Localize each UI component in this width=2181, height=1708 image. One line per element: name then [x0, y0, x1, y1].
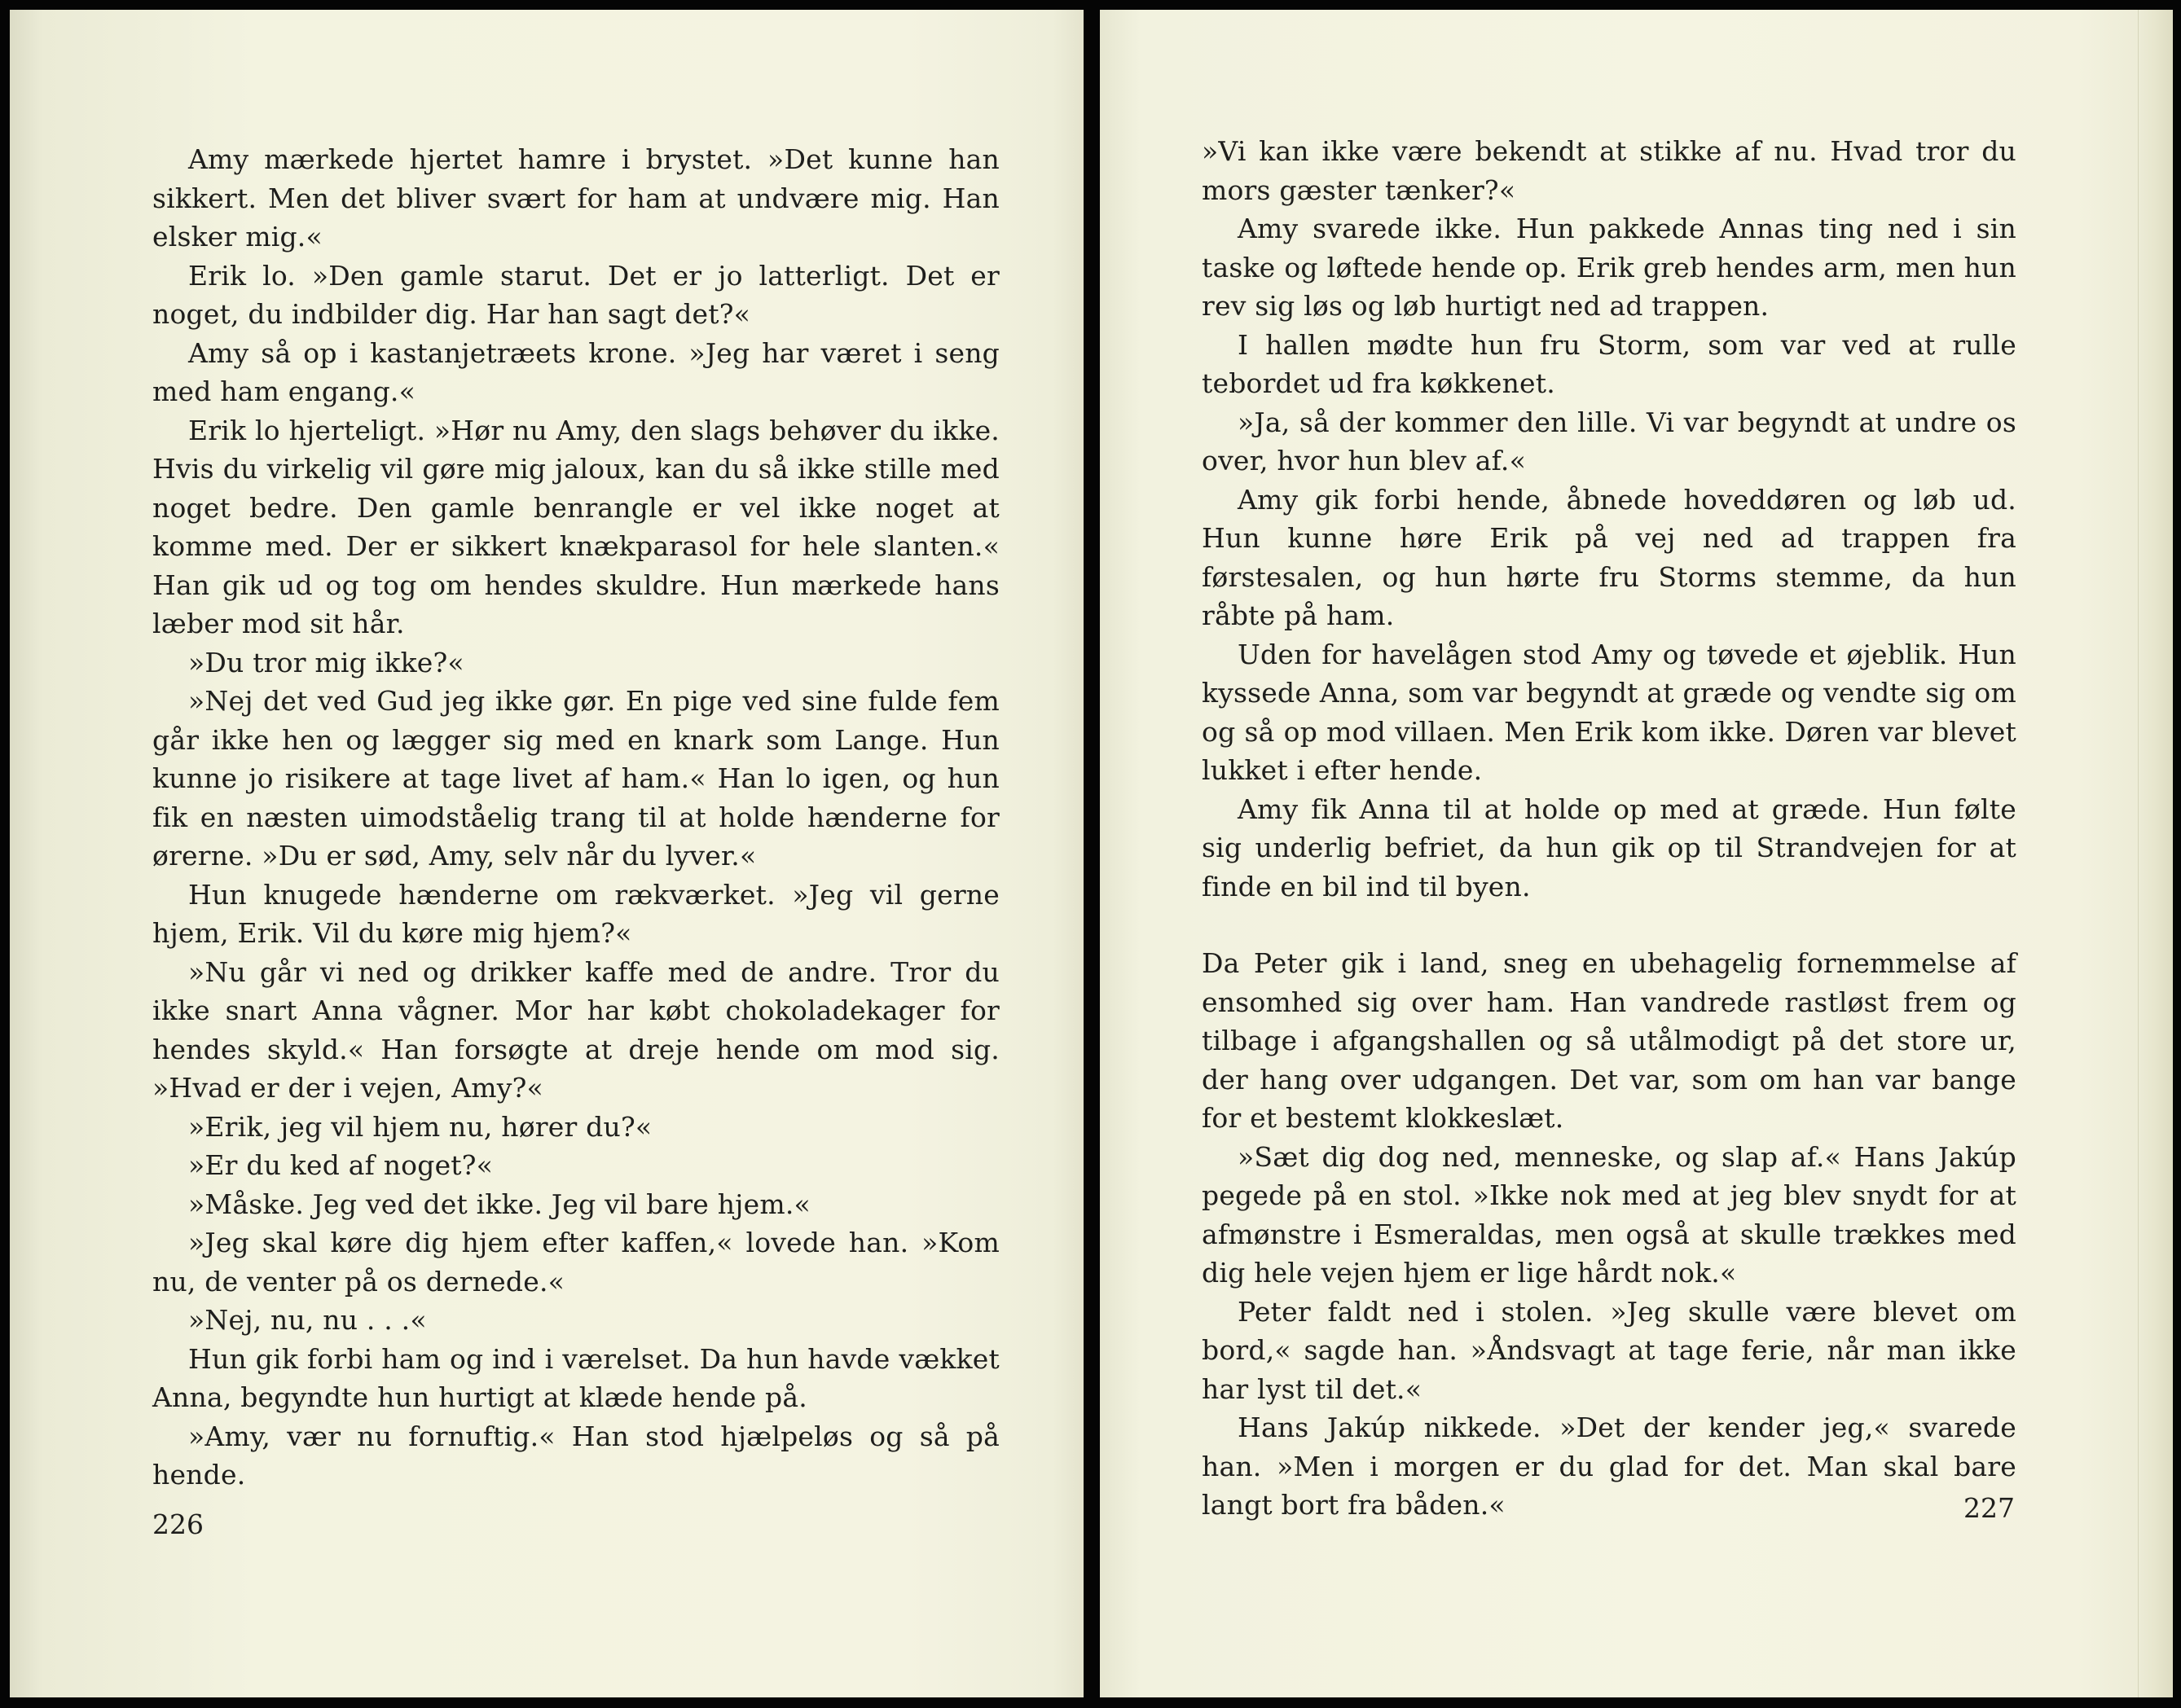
paragraph: »Erik, jeg vil hjem nu, hører du?« [188, 1110, 653, 1143]
paragraph: I hallen mødte hun fru Storm, som var ved at rulle tebordet ud fra køkkenet. [1202, 328, 2016, 399]
paragraph: »Nu går vi ned og drikker kaffe med de andre. Tror du ikke snart Anna vågner. Mor har købt chokoladekager for hendes skyld.« Han forsøgte at dreje hende om mod sig. »Hvad er der i vejen, Amy?« [152, 955, 1000, 1104]
paragraph: »Vi kan ikke være bekendt at stikke af nu. Hvad tror du mors gæster tænker?« [1202, 135, 2016, 206]
paragraph: Peter faldt ned i stolen. »Jeg skulle være blevet om bord,« sagde han. »Åndsvagt at tage ferie, når man ikke har lyst til det.« [1202, 1295, 2016, 1405]
paragraph: Erik lo. »Den gamle starut. Det er jo latterligt. Det er noget, du indbilder dig. Har han sagt det?« [152, 259, 1000, 330]
paragraph: »Måske. Jeg ved det ikke. Jeg vil bare hjem.« [188, 1188, 811, 1220]
page-number-right: 227 [1963, 1492, 2015, 1524]
paragraph: »Amy, vær nu fornuftig.« Han stod hjælpeløs og så på hende. [152, 1420, 1000, 1491]
paragraph: »Sæt dig dog ned, menneske, og slap af.« Hans Jakúp pegede på en stol. »Ikke nok med at jeg blev snydt for at afmønstre i Esmeraldas, men også at skulle trækkes med dig hele vejen hjem er lige hårdt nok.« [1202, 1140, 2016, 1289]
left-page-text [152, 140, 1000, 1495]
paragraph: »Du tror mig ikke?« [188, 646, 464, 678]
paragraph: »Er du ked af noget?« [188, 1149, 494, 1181]
paragraph: »Jeg skal køre dig hjem efter kaffen,« lovede han. »Kom nu, de venter på os dernede.« [152, 1227, 1000, 1297]
paragraph: »Nej, nu, nu . . .« [188, 1304, 427, 1336]
paragraph: Amy så op i kastanjetræets krone. »Jeg har været i seng med ham engang.« [152, 336, 1000, 407]
paragraph: Hans Jakúp nikkede. »Det der kender jeg,« svarede han. »Men i morgen er du glad for det. Man skal bare langt bort fra båden.« [1202, 1412, 2016, 1521]
paragraph: Amy svarede ikke. Hun pakkede Annas ting ned i sin taske og løftede hende op. Erik greb hendes arm, men hun rev sig løs og løb hurtigt ned ad trappen. [1202, 213, 2016, 322]
left-page [10, 10, 1084, 1697]
paragraph: Amy mærkede hjertet hamre i brystet. »Det kunne han sikkert. Men det bliver svært for ham at undvære mig. Han elsker mig.« [152, 143, 1000, 252]
paragraph: Hun knugede hænderne om rækværket. »Jeg vil gerne hjem, Erik. Vil du køre mig hjem?« [152, 878, 1000, 949]
paragraph: Erik lo hjerteligt. »Hør nu Amy, den slags behøver du ikke. Hvis du virkelig vil gøre mig jaloux, kan du så ikke stille med noget bedre. Den gamle benrangle er vel ikke noget at komme med. Der er sikkert knækparasol for hele slanten.« Han gik ud og tog om hendes skuldre. Hun mærkede hans læber mod sit hår. [152, 414, 1000, 639]
paragraph: Amy fik Anna til at holde op med at græde. Hun følte sig underlig befriet, da hun gik op til Strandvejen for at finde en bil ind til byen. [1202, 793, 2016, 902]
paragraph: Da Peter gik i land, sneg en ubehagelig fornemmelse af ensomhed sig over ham. Han vandrede rastløst frem og tilbage i afgangshallen og så utålmodigt på det store ur, der hang over udgangen. Det var, som om han var bange for et bestemt klokkeslæt. [1202, 947, 2016, 1134]
paragraph: »Nej det ved Gud jeg ikke gør. En pige ved sine fulde fem går ikke hen og lægger sig med en knark som Lange. Hun kunne jo risikere at tage livet af ham.« Han lo igen, og hun fik en næsten uimodståelig trang til at holde hænderne for ørerne. »Du er sød, Amy, selv når du lyver.« [152, 685, 1000, 872]
paragraph: Amy gik forbi hende, åbnede hoveddøren og løb ud. Hun kunne høre Erik på vej ned ad trappen fra førstesalen, og hun hørte fru Storms stemme, da hun råbte på ham. [1202, 483, 2016, 631]
paragraph: Hun gik forbi ham og ind i værelset. Da hun havde vækket Anna, begyndte hun hurtigt at klæde hende på. [152, 1342, 1000, 1413]
right-page [1100, 10, 2173, 1697]
page-number-left: 226 [152, 1508, 204, 1540]
right-page-text [1202, 132, 2016, 1525]
paragraph: »Ja, så der kommer den lille. Vi var begyndt at undre os over, hvor hun blev af.« [1202, 406, 2016, 476]
paragraph: Uden for havelågen stod Amy og tøvede et øjeblik. Hun kyssede Anna, som var begyndt at græde og vendte sig om og så op mod villaen. Men Erik kom ikke. Døren var blevet lukket i efter hende. [1202, 638, 2016, 786]
